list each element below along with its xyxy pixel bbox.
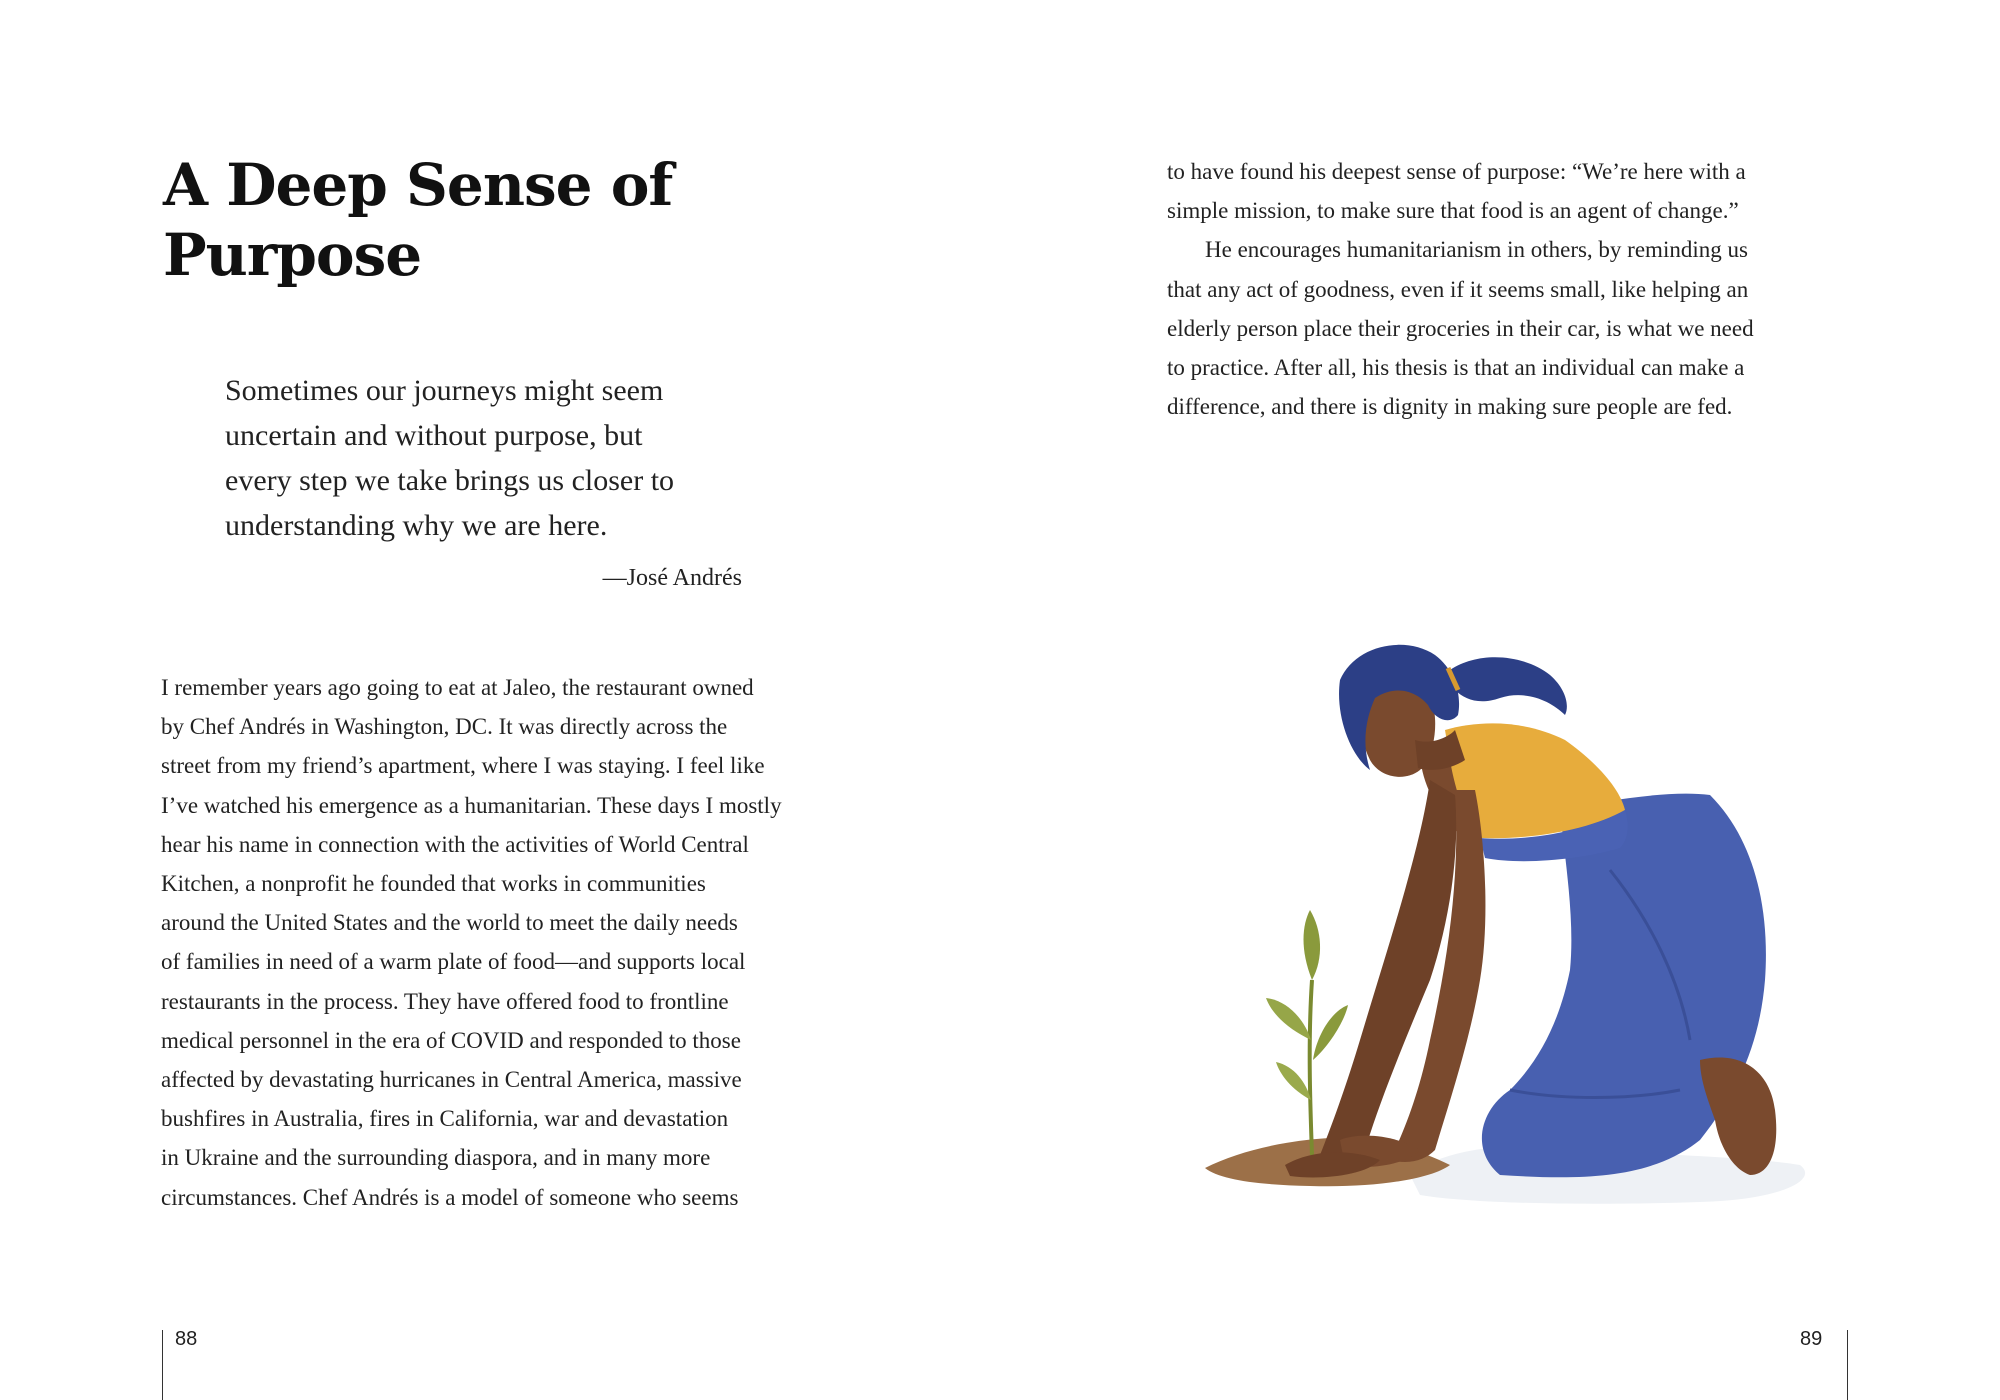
body-line: that any act of goodness, even if it seems small, like helping an <box>1167 276 1749 302</box>
body-line: in Ukraine and the surrounding diaspora, and in many more <box>161 1145 711 1171</box>
body-line: medical personnel in the era of COVID and responded to those <box>161 1027 741 1053</box>
epigraph-line: understanding why we are here. <box>225 509 608 542</box>
body-line: around the United States and the world to meet the daily needs <box>161 910 738 936</box>
body-line-indented: He encourages humanitarianism in others, by reminding us <box>1205 237 1748 263</box>
seedling-stem <box>1310 980 1312 1155</box>
epigraph-quote <box>225 368 785 548</box>
seedling-leaf <box>1313 1005 1348 1060</box>
page-edge-rule-right <box>1847 1330 1848 1400</box>
body-line: to practice. After all, his thesis is that an individual can make a <box>1167 355 1745 381</box>
body-line: restaurants in the process. They have offered food to frontline <box>161 988 729 1014</box>
body-line: to have found his deepest sense of purpose: “We’re here with a <box>1167 159 1746 184</box>
page-edge-rule-left <box>162 1330 163 1400</box>
ponytail <box>1450 657 1567 715</box>
epigraph-line: uncertain and without purpose, but <box>225 419 643 452</box>
body-line: affected by devastating hurricanes in Central America, massive <box>161 1067 742 1093</box>
right-page <box>1000 0 2000 1400</box>
body-text-left <box>161 668 861 1217</box>
seedling-leaf <box>1266 998 1311 1040</box>
body-line: Kitchen, a nonprofit he founded that works in communities <box>161 871 706 897</box>
body-line: difference, and there is dignity in making sure people are fed. <box>1167 394 1733 420</box>
seedling-leaf <box>1276 1062 1311 1100</box>
body-line: elderly person place their groceries in their car, is what we need <box>1167 315 1754 341</box>
chapter-title-line-2: Purpose <box>163 221 422 289</box>
body-line: bushfires in Australia, fires in California, war and devastation <box>161 1106 729 1132</box>
seedling-leaf <box>1304 910 1321 980</box>
epigraph-line: every step we take brings us closer to <box>225 464 675 497</box>
chapter-title <box>163 150 863 290</box>
body-line: by Chef Andrés in Washington, DC. It was directly across the <box>161 714 728 740</box>
body-text-right <box>1167 152 1867 426</box>
body-line: I’ve watched his emergence as a humanitarian. These days I mostly <box>161 792 782 818</box>
page-number-left: 88 <box>175 1328 198 1350</box>
body-line: of families in need of a warm plate of food—and supports local <box>161 949 746 975</box>
epigraph-attribution: —José Andrés <box>602 565 742 591</box>
body-line: hear his name in connection with the activities of World Central <box>161 831 749 857</box>
body-line: circumstances. Chef Andrés is a model of someone who seems <box>161 1184 739 1210</box>
page-number-right: 89 <box>1800 1328 1823 1350</box>
woman-planting-seedling-illustration <box>1180 620 1840 1230</box>
body-line: simple mission, to make sure that food is an agent of change.” <box>1167 198 1739 224</box>
body-line: I remember years ago going to eat at Jaleo, the restaurant owned <box>161 675 754 700</box>
body-line: street from my friend’s apartment, where I was staying. I feel like <box>161 753 765 779</box>
epigraph-line: Sometimes our journeys might seem <box>225 374 664 407</box>
chapter-title-line-1: A Deep Sense of <box>163 151 673 219</box>
